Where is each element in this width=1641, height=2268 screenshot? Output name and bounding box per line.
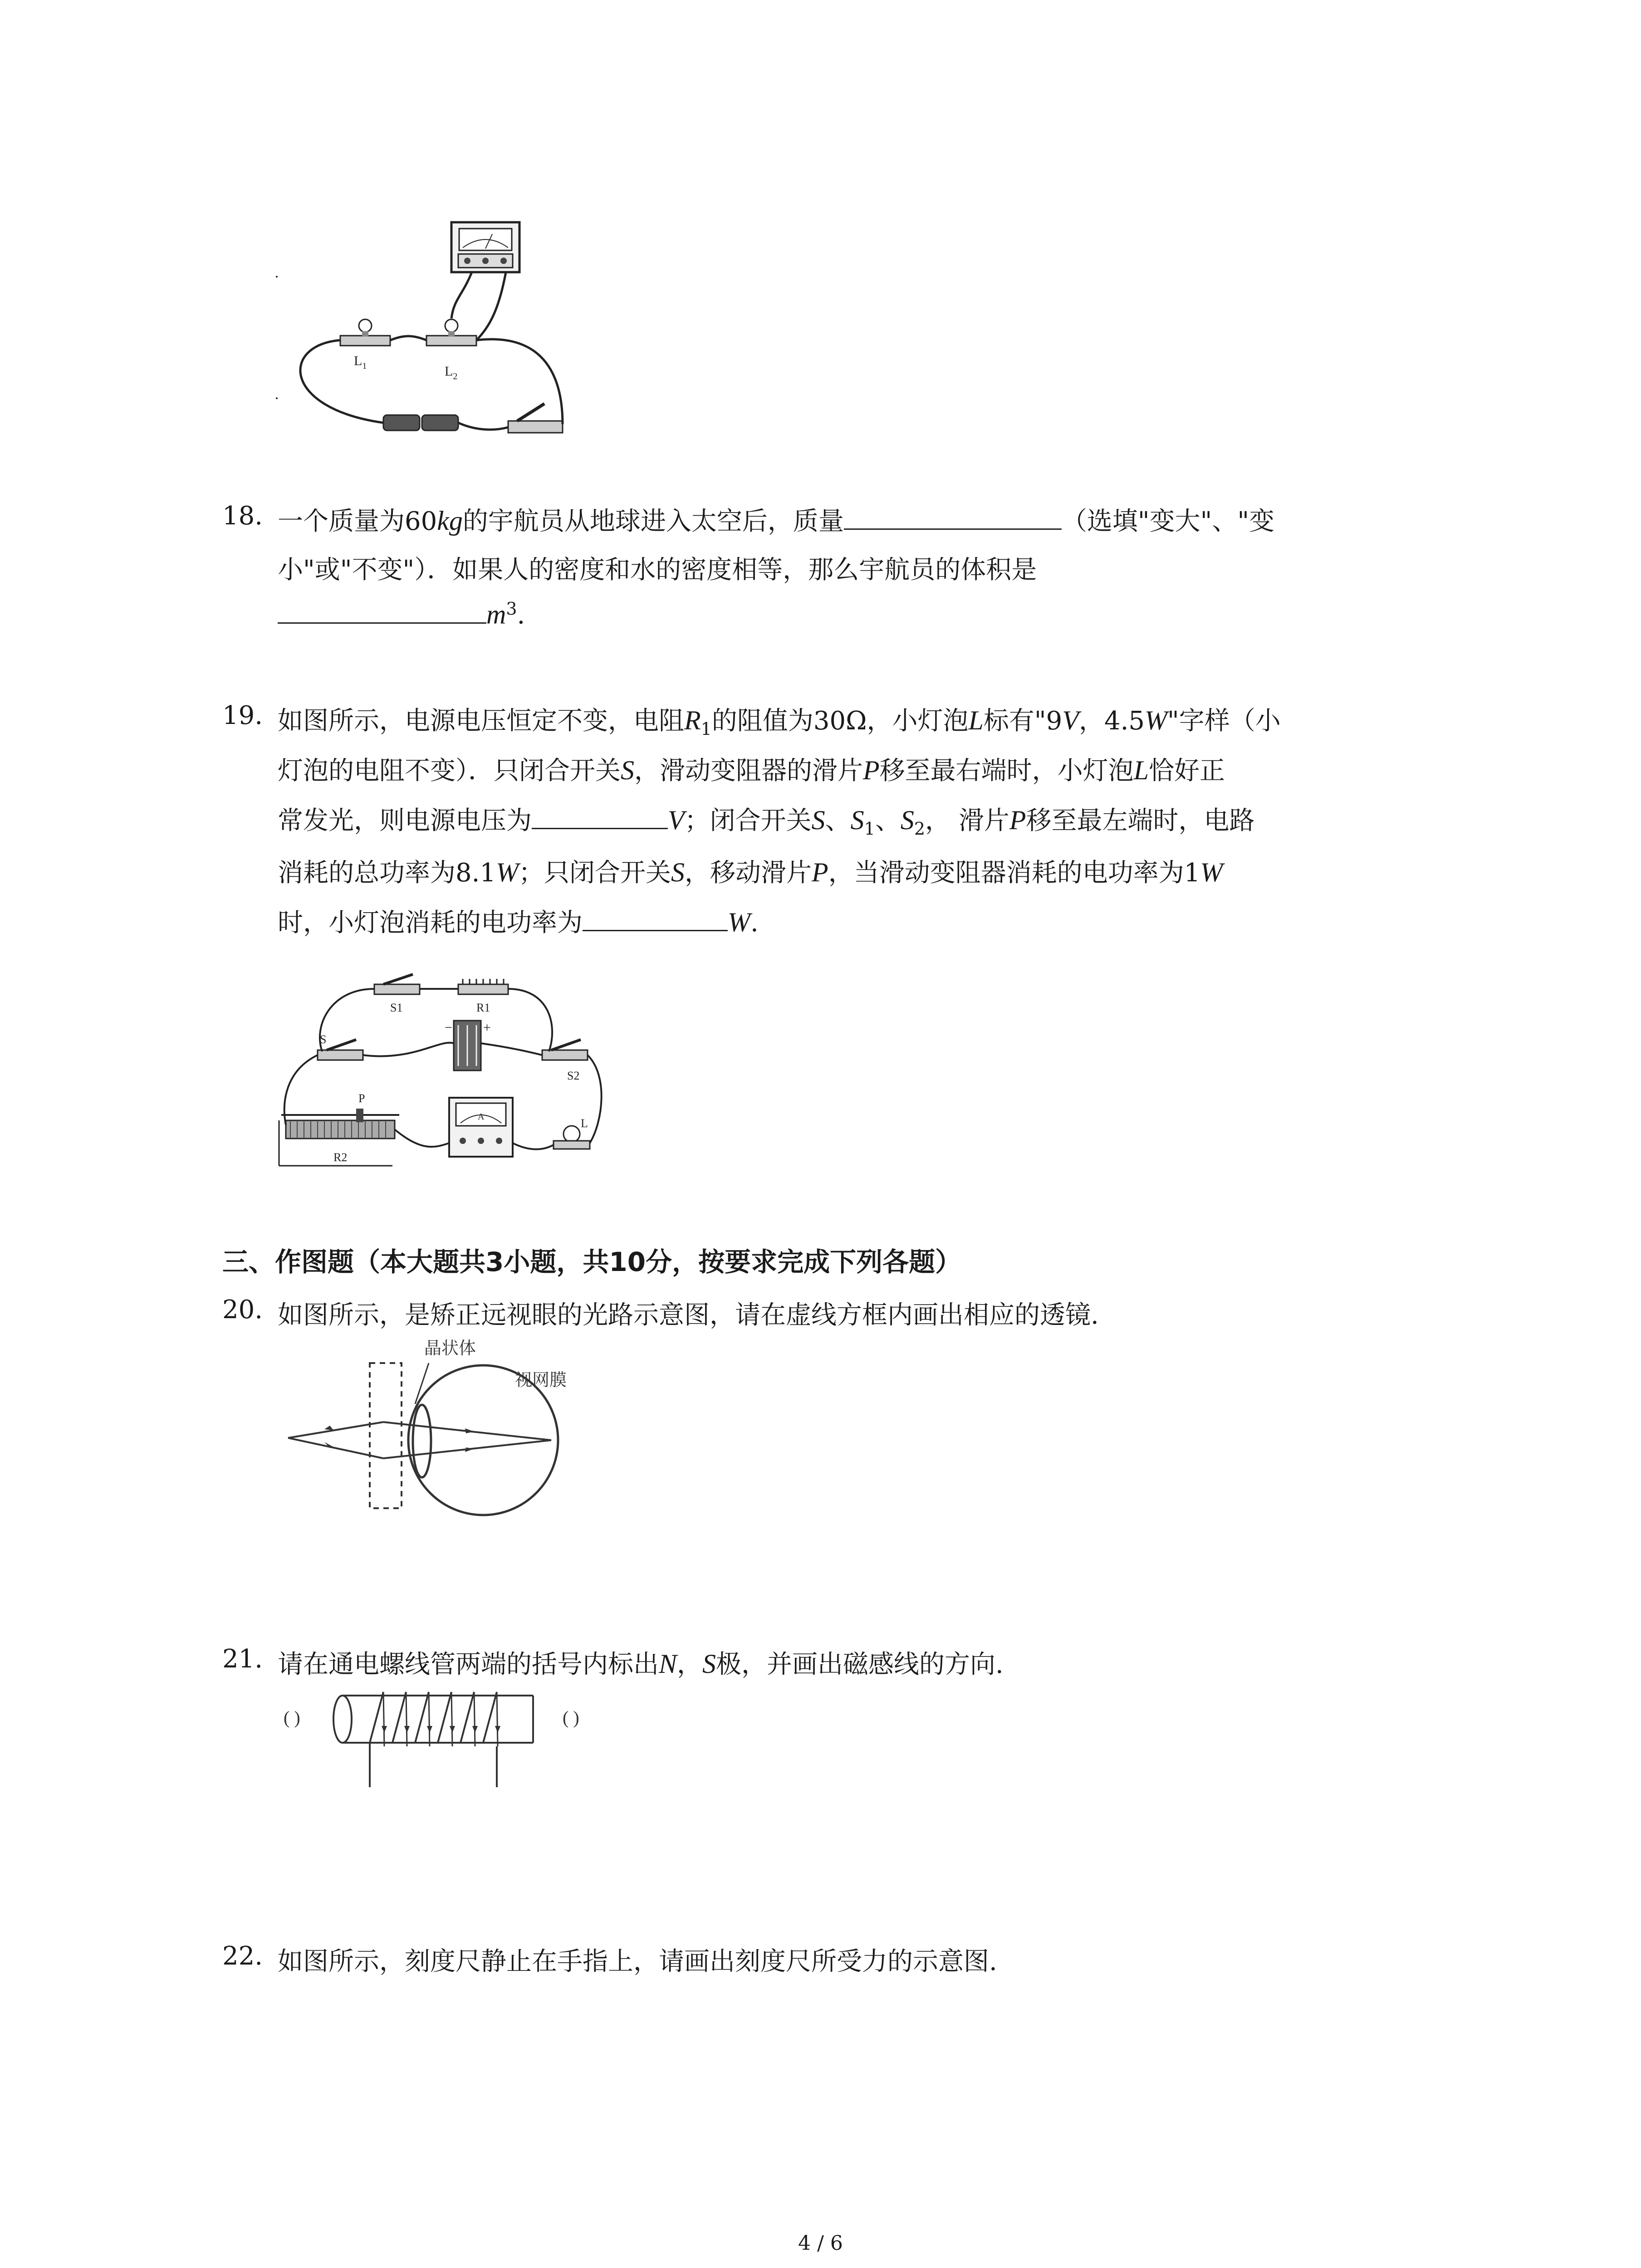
label-crystalline-lens: 晶状体 [424, 1339, 476, 1358]
question-19-line-5: 时，小灯泡消耗的电功率为 W. [278, 907, 759, 938]
right-pole-bracket[interactable]: ( ) [563, 1707, 579, 1728]
label-r2: R2 [333, 1151, 348, 1164]
label-s1: S1 [390, 1001, 403, 1014]
question-21-text: 请在通电螺线管两端的括号内标出N，S极，并画出磁感线的方向. [278, 1649, 1004, 1679]
question-22-text: 如图所示，刻度尺静止在手指上，请画出刻度尺所受力的示意图. [278, 1947, 997, 1976]
dashed-lens-box[interactable] [370, 1363, 402, 1508]
label-s2: S2 [567, 1069, 580, 1082]
question-19-line-3: 常发光，则电源电压为 V；闭合开关S、$S_1$、$S_2$， 滑片P移至最左端时，电路 [278, 805, 1255, 839]
question-20-text: 如图所示，是矫正远视眼的光路示意图，请在虚线方框内画出相应的透镜. [278, 1300, 1099, 1330]
figure-eye-q20 [279, 1336, 615, 1517]
answer-blank-voltage[interactable] [532, 823, 668, 829]
left-pole-bracket[interactable]: ( ) [284, 1707, 300, 1728]
page-number: 4 / 6 [798, 2232, 843, 2255]
figure-solenoid-q21 [279, 1674, 615, 1810]
question-21-number: 21. [222, 1644, 263, 1674]
label-l2: $L_2$ [445, 364, 458, 381]
label-l1: $L_1$ [354, 353, 367, 371]
label-s: S [320, 1033, 327, 1046]
answer-blank-mass[interactable] [844, 524, 1062, 530]
svg-text:+: + [483, 1020, 491, 1035]
question-19-line-2: 灯泡的电阻不变）．只闭合开关S，滑动变阻器的滑片P移至最右端时，小灯泡L恰好正 [278, 755, 1225, 786]
question-19-line-4: 消耗的总功率为8.1W；只闭合开关S，移动滑片P，当滑动变阻器消耗的电功率为1W [278, 857, 1223, 888]
question-18-line-1: 一个质量为60kg的宇航员从地球进入太空后，质量 （选填"变大"、"变 [278, 506, 1275, 536]
question-22-number: 22. [222, 1941, 263, 1971]
question-19-line-1: 如图所示，电源电压恒定不变，电阻$R_1$的阻值为30Ω，小灯泡L标有"9V，4.5W"字样（小 [278, 705, 1281, 739]
svg-text:−: − [445, 1020, 452, 1035]
section-3-heading: 三、作图题（本大题共3小题，共10分，按要求完成下列各题） [222, 1246, 962, 1277]
label-retina: 视网膜 [515, 1371, 567, 1390]
question-20-number: 20. [222, 1295, 263, 1325]
label-p: P [358, 1092, 365, 1105]
svg-text:A: A [478, 1112, 485, 1122]
answer-blank-volume[interactable] [278, 618, 486, 624]
answer-blank-power[interactable] [583, 925, 728, 931]
question-18-line-2: 小"或"不变"）．如果人的密度和水的密度相等，那么宇航员的体积是 [278, 555, 1037, 585]
question-19-number: 19. [222, 701, 263, 730]
figure-circuit-q17 [272, 218, 572, 454]
question-18-number: 18. [222, 501, 263, 531]
label-r1: R1 [476, 1001, 490, 1014]
question-18-line-3: $m^3$. [278, 599, 525, 631]
figure-circuit-q19 [277, 971, 612, 1188]
label-l: L [581, 1117, 588, 1130]
